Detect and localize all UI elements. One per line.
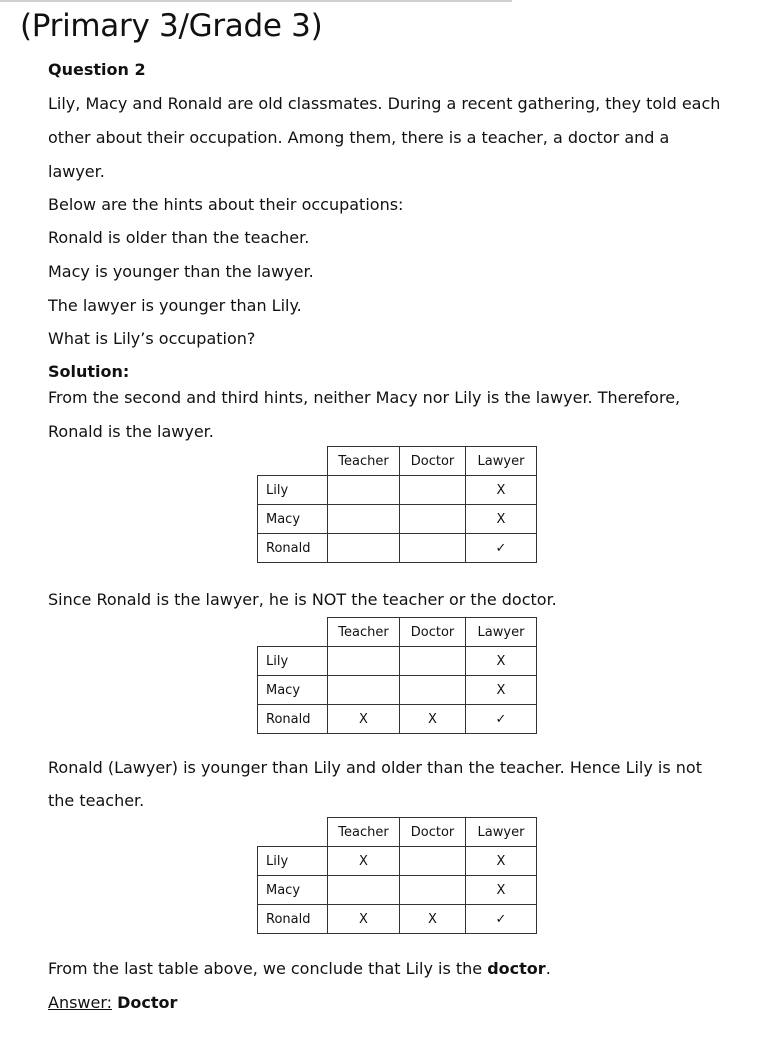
question-line: lawyer. (48, 162, 105, 181)
answer-label: Answer: (48, 993, 113, 1012)
table-row (258, 505, 537, 534)
conclusion-line (48, 959, 551, 979)
solution-step3-line: Ronald (Lawyer) is younger than Lily and older than the teacher. Hence Lily is not (48, 758, 702, 777)
column-header-doctor: Doctor (400, 447, 466, 476)
question-prompt: What is Lily’s occupation? (48, 329, 256, 348)
table-cell: X (466, 676, 537, 705)
table-cell: X (400, 905, 466, 934)
table-cell (328, 476, 400, 505)
table-cell (328, 505, 400, 534)
table-row (258, 647, 537, 676)
column-header-lawyer: Lawyer (466, 447, 537, 476)
solution-step3-line: the teacher. (48, 791, 145, 810)
row-label: Macy (258, 505, 328, 534)
hint-1: Ronald is older than the teacher. (48, 228, 310, 247)
question-heading: Question 2 (48, 60, 146, 79)
table-cell: X (328, 705, 400, 734)
table-cell (400, 847, 466, 876)
row-label: Lily (258, 647, 328, 676)
logic-table-2 (257, 617, 537, 734)
top-divider (0, 0, 512, 2)
question-line: Lily, Macy and Ronald are old classmates. During a recent gathering, they told each (48, 94, 721, 113)
conclusion-text: From the last table above, we conclude that Lily is the (48, 959, 488, 978)
table-cell: ✓ (466, 705, 537, 734)
hint-3: The lawyer is younger than Lily. (48, 296, 302, 315)
table-cell: X (328, 905, 400, 934)
table-cell (400, 647, 466, 676)
table-corner (258, 447, 328, 476)
table-cell (400, 505, 466, 534)
logic-table-1 (257, 446, 537, 563)
column-header-teacher: Teacher (328, 818, 400, 847)
table-cell: ✓ (466, 534, 537, 563)
table-cell (328, 647, 400, 676)
table-row (258, 876, 537, 905)
table-cell: X (466, 647, 537, 676)
table-cell: X (466, 476, 537, 505)
table-cell (400, 476, 466, 505)
table-row (258, 705, 537, 734)
hints-intro: Below are the hints about their occupations: (48, 195, 404, 214)
table-row (258, 676, 537, 705)
page-title: (Primary 3/Grade 3) (20, 8, 323, 44)
column-header-lawyer: Lawyer (466, 618, 537, 647)
row-label: Macy (258, 676, 328, 705)
row-label: Ronald (258, 534, 328, 563)
table-cell: X (466, 876, 537, 905)
logic-table-3 (257, 817, 537, 934)
table-header-row (258, 447, 537, 476)
answer-line (48, 993, 177, 1013)
table-cell: X (466, 505, 537, 534)
column-header-doctor: Doctor (400, 818, 466, 847)
table-row (258, 905, 537, 934)
row-label: Ronald (258, 705, 328, 734)
row-label: Lily (258, 476, 328, 505)
table-cell (328, 534, 400, 563)
column-header-doctor: Doctor (400, 618, 466, 647)
table-row (258, 534, 537, 563)
table-row (258, 847, 537, 876)
table-header-row (258, 818, 537, 847)
conclusion-period: . (545, 959, 551, 978)
table-cell: ✓ (466, 905, 537, 934)
column-header-teacher: Teacher (328, 618, 400, 647)
table-cell (400, 876, 466, 905)
conclusion-answer-word: doctor (487, 959, 546, 978)
table-cell: X (400, 705, 466, 734)
hint-2: Macy is younger than the lawyer. (48, 262, 314, 281)
answer-value: Doctor (117, 993, 178, 1012)
table-row (258, 476, 537, 505)
table-corner (258, 818, 328, 847)
column-header-lawyer: Lawyer (466, 818, 537, 847)
table-cell (400, 534, 466, 563)
solution-step2-line: Since Ronald is the lawyer, he is NOT the teacher or the doctor. (48, 590, 557, 609)
table-cell (400, 676, 466, 705)
solution-step1-line: Ronald is the lawyer. (48, 422, 214, 441)
row-label: Ronald (258, 905, 328, 934)
solution-step1-line: From the second and third hints, neither Macy nor Lily is the lawyer. Therefore, (48, 388, 681, 407)
table-corner (258, 618, 328, 647)
question-line: other about their occupation. Among them, there is a teacher, a doctor and a (48, 128, 670, 147)
row-label: Lily (258, 847, 328, 876)
column-header-teacher: Teacher (328, 447, 400, 476)
solution-heading: Solution: (48, 362, 130, 381)
table-cell: X (328, 847, 400, 876)
table-cell (328, 876, 400, 905)
table-cell (328, 676, 400, 705)
row-label: Macy (258, 876, 328, 905)
table-cell: X (466, 847, 537, 876)
table-header-row (258, 618, 537, 647)
